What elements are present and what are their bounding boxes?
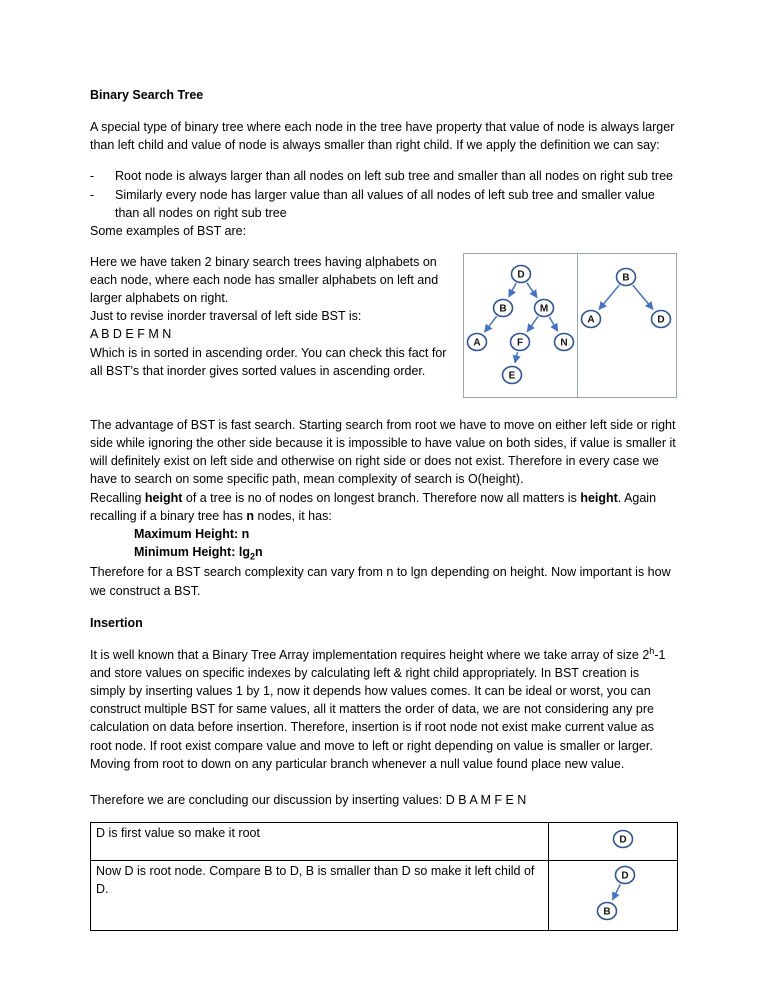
right-bst-tree-diagram xyxy=(578,254,676,392)
min-height-text: Minimum Height: lg xyxy=(134,544,250,559)
figure-section xyxy=(90,253,678,404)
recalling-text: nodes, it has: xyxy=(253,508,332,523)
svg-text:D: D xyxy=(657,314,665,326)
advantage-paragraph: The advantage of BST is fast search. Starting search from root we have to move on either left side or right side while ignoring the other side because it is impossible to have value on both sides, if value is smaller it will definitely exist on left side and otherwise on right side or does not exist. Therefore in every case we have to search on some specific path, mean complexity of search is O(height). xyxy=(90,418,676,487)
svg-text:D: D xyxy=(517,269,525,281)
recalling-paragraph xyxy=(90,489,678,525)
svg-text:M: M xyxy=(539,303,549,315)
complexity-paragraph: Therefore for a BST search complexity can vary from n to lgn depending on height. Now important is how we construct a BST. xyxy=(90,565,671,598)
bullet-text: Root node is always larger than all nodes on left sub tree and smaller than all nodes on right sub tree xyxy=(115,169,673,184)
concluding-paragraph: Therefore we are concluding our discussion by inserting values: D B A M F E N xyxy=(90,792,527,807)
table-row xyxy=(91,861,678,931)
figure-paragraph: Here we have taken 2 binary search trees having alphabets on each node, where each node has smaller alphabets on left and larger alphabets on right. xyxy=(90,254,439,306)
bullet-dash: - xyxy=(90,169,95,184)
recalling-text: Recalling xyxy=(90,490,145,505)
svg-text:B: B xyxy=(622,272,630,284)
svg-text:B: B xyxy=(499,303,507,315)
svg-text:F: F xyxy=(516,337,524,349)
svg-text:A: A xyxy=(587,314,595,326)
insertion-heading: Insertion xyxy=(90,615,143,630)
min-height-n: n xyxy=(254,544,263,559)
height-superscript: h xyxy=(649,645,655,656)
svg-text:B: B xyxy=(603,906,611,918)
search-advantage-block xyxy=(90,416,678,600)
minimum-height-line xyxy=(134,543,678,564)
inorder-note: Which is in sorted in ascending order. You can check this fact for all BST’s that inorder gives sorted values in ascending order. xyxy=(90,345,447,378)
step-diagram-cell xyxy=(549,861,678,931)
maximum-height-line: Maximum Height: n xyxy=(134,526,250,541)
height-term: height xyxy=(144,490,183,505)
height-term: height xyxy=(580,490,618,505)
step-description: Now D is root node. Compare B to D, B is smaller than D so make it left child of D. xyxy=(91,861,549,931)
svg-text:D: D xyxy=(621,870,629,882)
step-tree-diagram xyxy=(557,862,677,924)
table-row xyxy=(91,822,678,860)
n-term: n xyxy=(246,508,254,523)
svg-text:N: N xyxy=(560,337,568,349)
step-description: D is first value so make it root xyxy=(91,822,549,860)
left-bst-box xyxy=(463,253,578,398)
recalling-text: of a tree is no of nodes on longest branch. Therefore now all matters is xyxy=(182,490,581,505)
svg-text:A: A xyxy=(473,337,481,349)
insertion-text: It is well known that a Binary Tree Array implementation requires height where we take array of size 2 xyxy=(90,647,650,662)
bst-example-figure xyxy=(463,253,678,398)
bullet-item xyxy=(90,167,678,185)
recalling-text: . Again recalling if a binary tree has xyxy=(90,490,657,523)
left-bst-tree-diagram xyxy=(464,254,577,392)
doc-title: Binary Search Tree xyxy=(90,88,204,102)
examples-intro: Some examples of BST are: xyxy=(90,223,247,238)
inorder-intro: Just to revise inorder traversal of left side BST is: xyxy=(90,309,362,324)
insertion-paragraph xyxy=(90,645,678,773)
bullet-item xyxy=(90,186,678,222)
bullet-dash: - xyxy=(90,187,95,202)
definition-bullets xyxy=(90,167,678,221)
right-bst-box xyxy=(578,253,677,398)
svg-text:D: D xyxy=(619,834,627,846)
svg-text:E: E xyxy=(508,370,516,382)
inorder-sequence: A B D E F M N xyxy=(90,327,172,342)
step-diagram-cell xyxy=(549,822,678,860)
step-tree-diagram xyxy=(557,824,677,854)
insertion-text: -1 and store values on specific indexes by calculating left & right child appropriately. In BST creation is simply by inserting values 1 by 1, now it depends how values comes. It can be ideal or worst, you can construct multiple BST for same values, all it matters the order of data, we are not considering any pre calculation on data before insertion. Therefore, insertion is if root node not exist make current value as root node. If root exist compare value and move to left or right depending on value is smaller or larger. Moving from root to down on any particular branch whenever a null value found place new value. xyxy=(90,647,666,771)
intro-paragraph: A special type of binary tree where each node in the tree have property that value of node is always larger than left child and value of node is always smaller than right child. If we apply the definition we can say: xyxy=(90,120,675,153)
bullet-text: Similarly every node has larger value than all values of all nodes of left sub tree and smaller value than all nodes on right sub tree xyxy=(115,187,655,220)
log-base-subscript: 2 xyxy=(249,551,255,562)
insertion-steps-table xyxy=(90,822,678,931)
